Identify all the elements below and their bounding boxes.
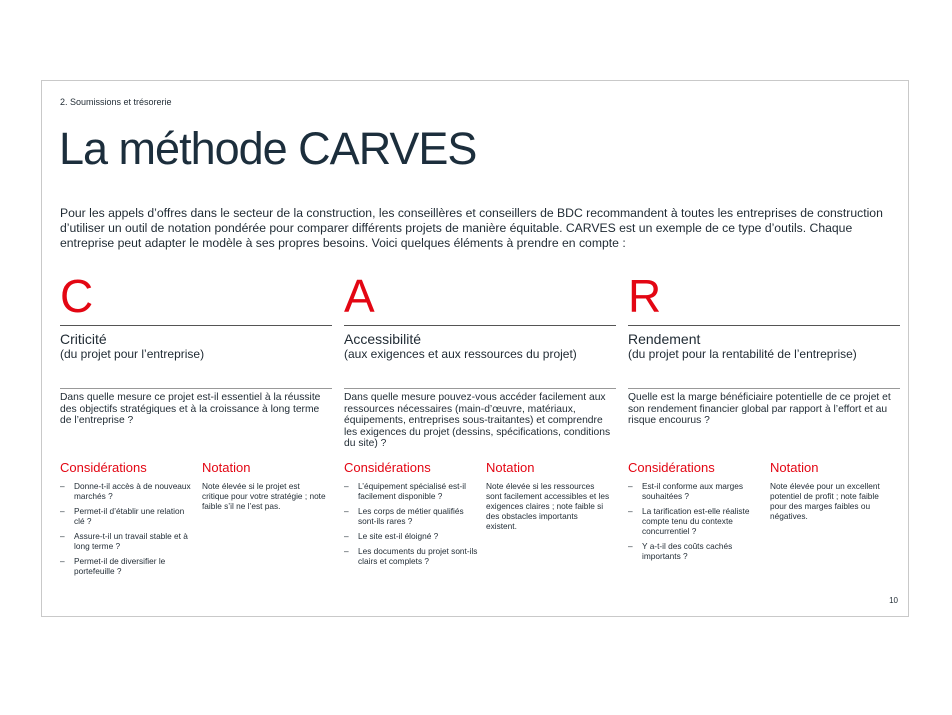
list-item: – L’équipement spécialisé est-il facilement disponible ? (344, 481, 466, 501)
list-item: – Y a-t-il des coûts cachés importants ? (628, 541, 733, 561)
notation-heading: Notation (770, 460, 819, 475)
list-item: – La tarification est-elle réaliste compte tenu du contexte concurrentiel ? (628, 506, 750, 536)
column-question: Dans quelle mesure pouvez-vous accéder facilement aux ressources nécessaires (main-d’œuvre, matériaux, équipements, entreprises sous-traitantes) et comprendre les exigences du projet (dessins, spécifications, conditions du site) ? (344, 392, 611, 450)
divider (344, 325, 616, 326)
carves-column-r (628, 271, 900, 566)
page-number: 10 (889, 596, 898, 605)
column-question: Dans quelle mesure ce projet est-il essentiel à la réussite des objectifs stratégiques et à la croissance à long terme de l’entreprise ? (60, 392, 321, 427)
divider (628, 388, 900, 389)
column-subtitle: (aux exigences et aux ressources du projet) (344, 347, 577, 361)
column-question: Quelle est la marge bénéficiaire potentielle de ce projet et son rendement financier global par rapport à l’effort et au risque encourus ? (628, 392, 891, 427)
column-subtitle: (du projet pour la rentabilité de l’entreprise) (628, 347, 857, 361)
considerations-heading: Considérations (344, 460, 431, 475)
section-label: 2. Soumissions et trésorerie (60, 97, 172, 107)
divider (344, 388, 616, 389)
column-letter: R (628, 270, 662, 322)
column-name: Accessibilité (344, 331, 422, 347)
list-item: – Assure-t-il un travail stable et à long terme ? (60, 531, 188, 551)
list-item: – Les corps de métier qualifiés sont-ils rares ? (344, 506, 464, 526)
column-subtitle: (du projet pour l’entreprise) (60, 347, 205, 361)
column-name: Criticité (60, 331, 107, 347)
divider (60, 325, 332, 326)
notation-heading: Notation (486, 460, 535, 475)
considerations-heading: Considérations (60, 460, 147, 475)
notation-text: Note élevée si les ressources sont facilement accessibles et les exigences claires ; note faible si des obstacles importants existent. (486, 481, 610, 531)
notation-text: Note élevée si le projet est critique pour votre stratégie ; note faible s’il ne l’est pas. (202, 481, 326, 511)
considerations-list (60, 481, 202, 576)
column-name: Rendement (628, 331, 701, 347)
list-item: – Les documents du projet sont-ils clairs et complets ? (344, 546, 478, 566)
page-title: La méthode CARVES (59, 123, 477, 174)
carves-column-c (60, 271, 332, 581)
intro-paragraph: Pour les appels d’offres dans le secteur de la construction, les conseillères et conseillers de BDC recommandent à toutes les entreprises de construction d’utiliser un outil de notation pondérée pour comparer différents projets de manière équitable. CARVES est un exemple de ce type d’outils. Chaque entreprise peut adapter le modèle à ses propres besoins. Voici quelques éléments à prendre en compte : (60, 206, 883, 250)
list-item: – Est-il conforme aux marges souhaitées ? (628, 481, 743, 501)
document-page (41, 80, 909, 617)
list-item: – Donne-t-il accès à de nouveaux marchés ? (60, 481, 191, 501)
notation-text: Note élevée pour un excellent potentiel de profit ; note faible pour des marges faibles ou négatives. (770, 481, 880, 521)
considerations-list (628, 481, 770, 561)
considerations-list (344, 481, 486, 566)
divider (60, 388, 332, 389)
notation-heading: Notation (202, 460, 251, 475)
divider (628, 325, 900, 326)
list-item: – Permet-il d’établir une relation clé ? (60, 506, 185, 526)
considerations-heading: Considérations (628, 460, 715, 475)
list-item: – Le site est-il éloigné ? (344, 531, 439, 541)
list-item: – Permet-il de diversifier le portefeuille ? (60, 556, 166, 576)
column-letter: A (344, 270, 375, 322)
carves-column-a (344, 271, 616, 571)
column-letter: C (60, 270, 94, 322)
